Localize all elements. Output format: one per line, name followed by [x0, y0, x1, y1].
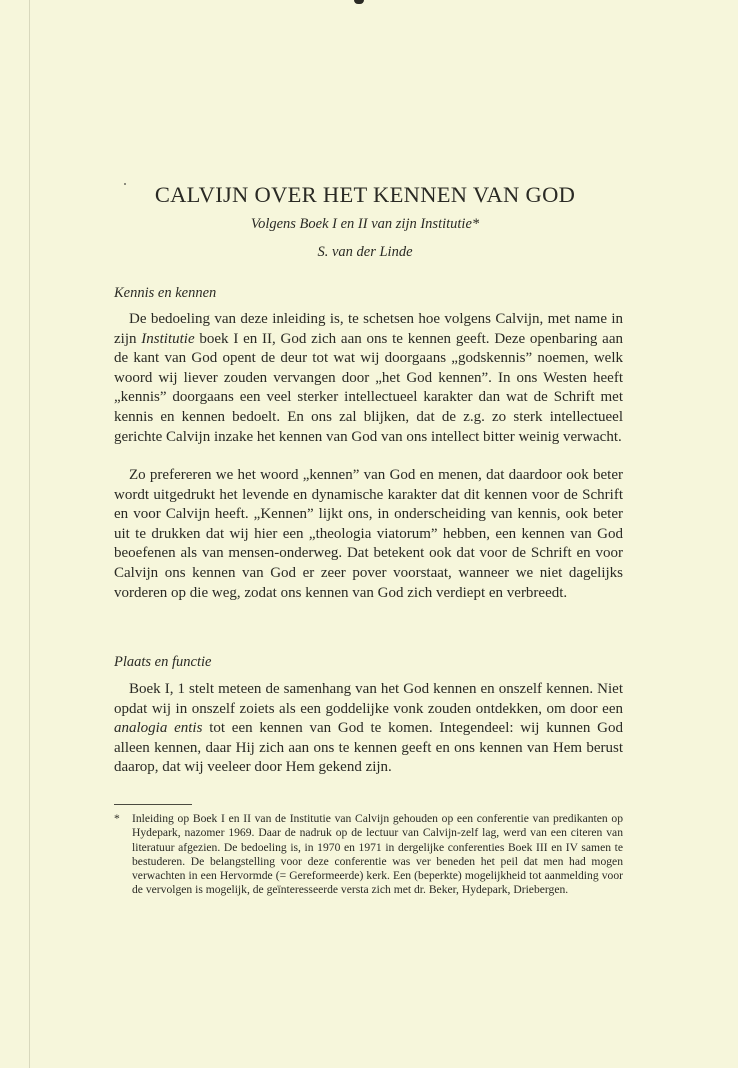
paragraph: Zo prefereren we het woord „kennen” van God en menen, dat daardoor ook beter wordt uitgedrukt het levende en dynamische karakter dat dit kennen voor de Schrift en voor Calvijn heeft. „Kennen” lijkt ons, in onderscheiding van kennis, ook beter uit te drukken dat wij hier een „theologia viatorum” hebben, een kennen van God beoefenen als van mensen-onderweg. Dat betekent ook dat voor de Schrift en voor Calvijn ons kennen van God er zeer pover voorstaat, wanneer we niet dagelijks vorderen op die weg, zodat ons kennen van God zich verdiept en verbreedt. [114, 467, 623, 601]
article-title: CALVIJN OVER HET KENNEN VAN GOD [154, 182, 576, 207]
footnote-divider [114, 804, 192, 805]
footnote-text: Inleiding op Boek I en II van de Institutie van Calvijn gehouden op een conferentie van predikanten op Hydepark, nazomer 1969. Daar de nadruk op de lectuur van Calvijn-zelf lag, werd van een citeren van literatuur afgezien. De bedoeling is, in 1970 en 1971 in dergelijke conferenties Boek III en IV samen te bestuderen. De belangstelling voor deze conferentie was ver beneden het peil dat men had mogen verwachten in een Hervormde (= Gereformeerde) kerk. Een (beperkte) mogelijkheid tot aanmelding voor de vervolgen is mogelijk, de geïnteresseerde versta zich met dr. Beker, Hydepark, Driebergen. [132, 812, 623, 897]
paragraph: De bedoeling van deze inleiding is, te schetsen hoe volgens Calvijn, met name in zijn Institutie boek I en II, God zich aan ons te kennen geeft. Deze openbaring aan de kant van God opent de deur tot wat wij doorgaans „godskennis” noemen, welk woord wij liever zouden vervangen door „het God kennen”. In ons Westen heeft „kennis” doorgaans een veel sterker intellectueel karakter dan wat de Schrift met kennis en kennen bedoelt. En ons zal blijken, dat de z.g. zo sterk intellectueel gerichte Calvijn inzake het kennen van God van ons intellect bitter weinig verwacht. [114, 311, 623, 445]
italic-run: analogia entis [114, 720, 203, 737]
article-author: S. van der Linde [317, 244, 413, 260]
paragraph: Boek I, 1 stelt meteen de samenhang van het God kennen en onszelf kennen. Niet opdat wij in onszelf zoiets als een goddelijke vonk zouden ontdekken, om door een analogia entis tot een kennen van God te komen. Integendeel: wij kunnen God alleen kennen, daar Hij zich aan ons te kennen geeft en ons kennen van Hem berust daarop, dat wij veeleer door Hem gekend zijn. [114, 681, 623, 776]
page-edge-shadow [29, 0, 30, 1068]
footnote [114, 812, 623, 898]
article-subtitle: Volgens Boek I en II van zijn Institutie* [250, 216, 480, 232]
section-heading-plaats: Plaats en functie [114, 654, 212, 670]
top-edge-mark [354, 0, 364, 4]
footnote-marker: * [114, 812, 120, 825]
section-heading-kennis: Kennis en kennen [114, 285, 217, 301]
italic-run: Institutie [141, 330, 195, 347]
